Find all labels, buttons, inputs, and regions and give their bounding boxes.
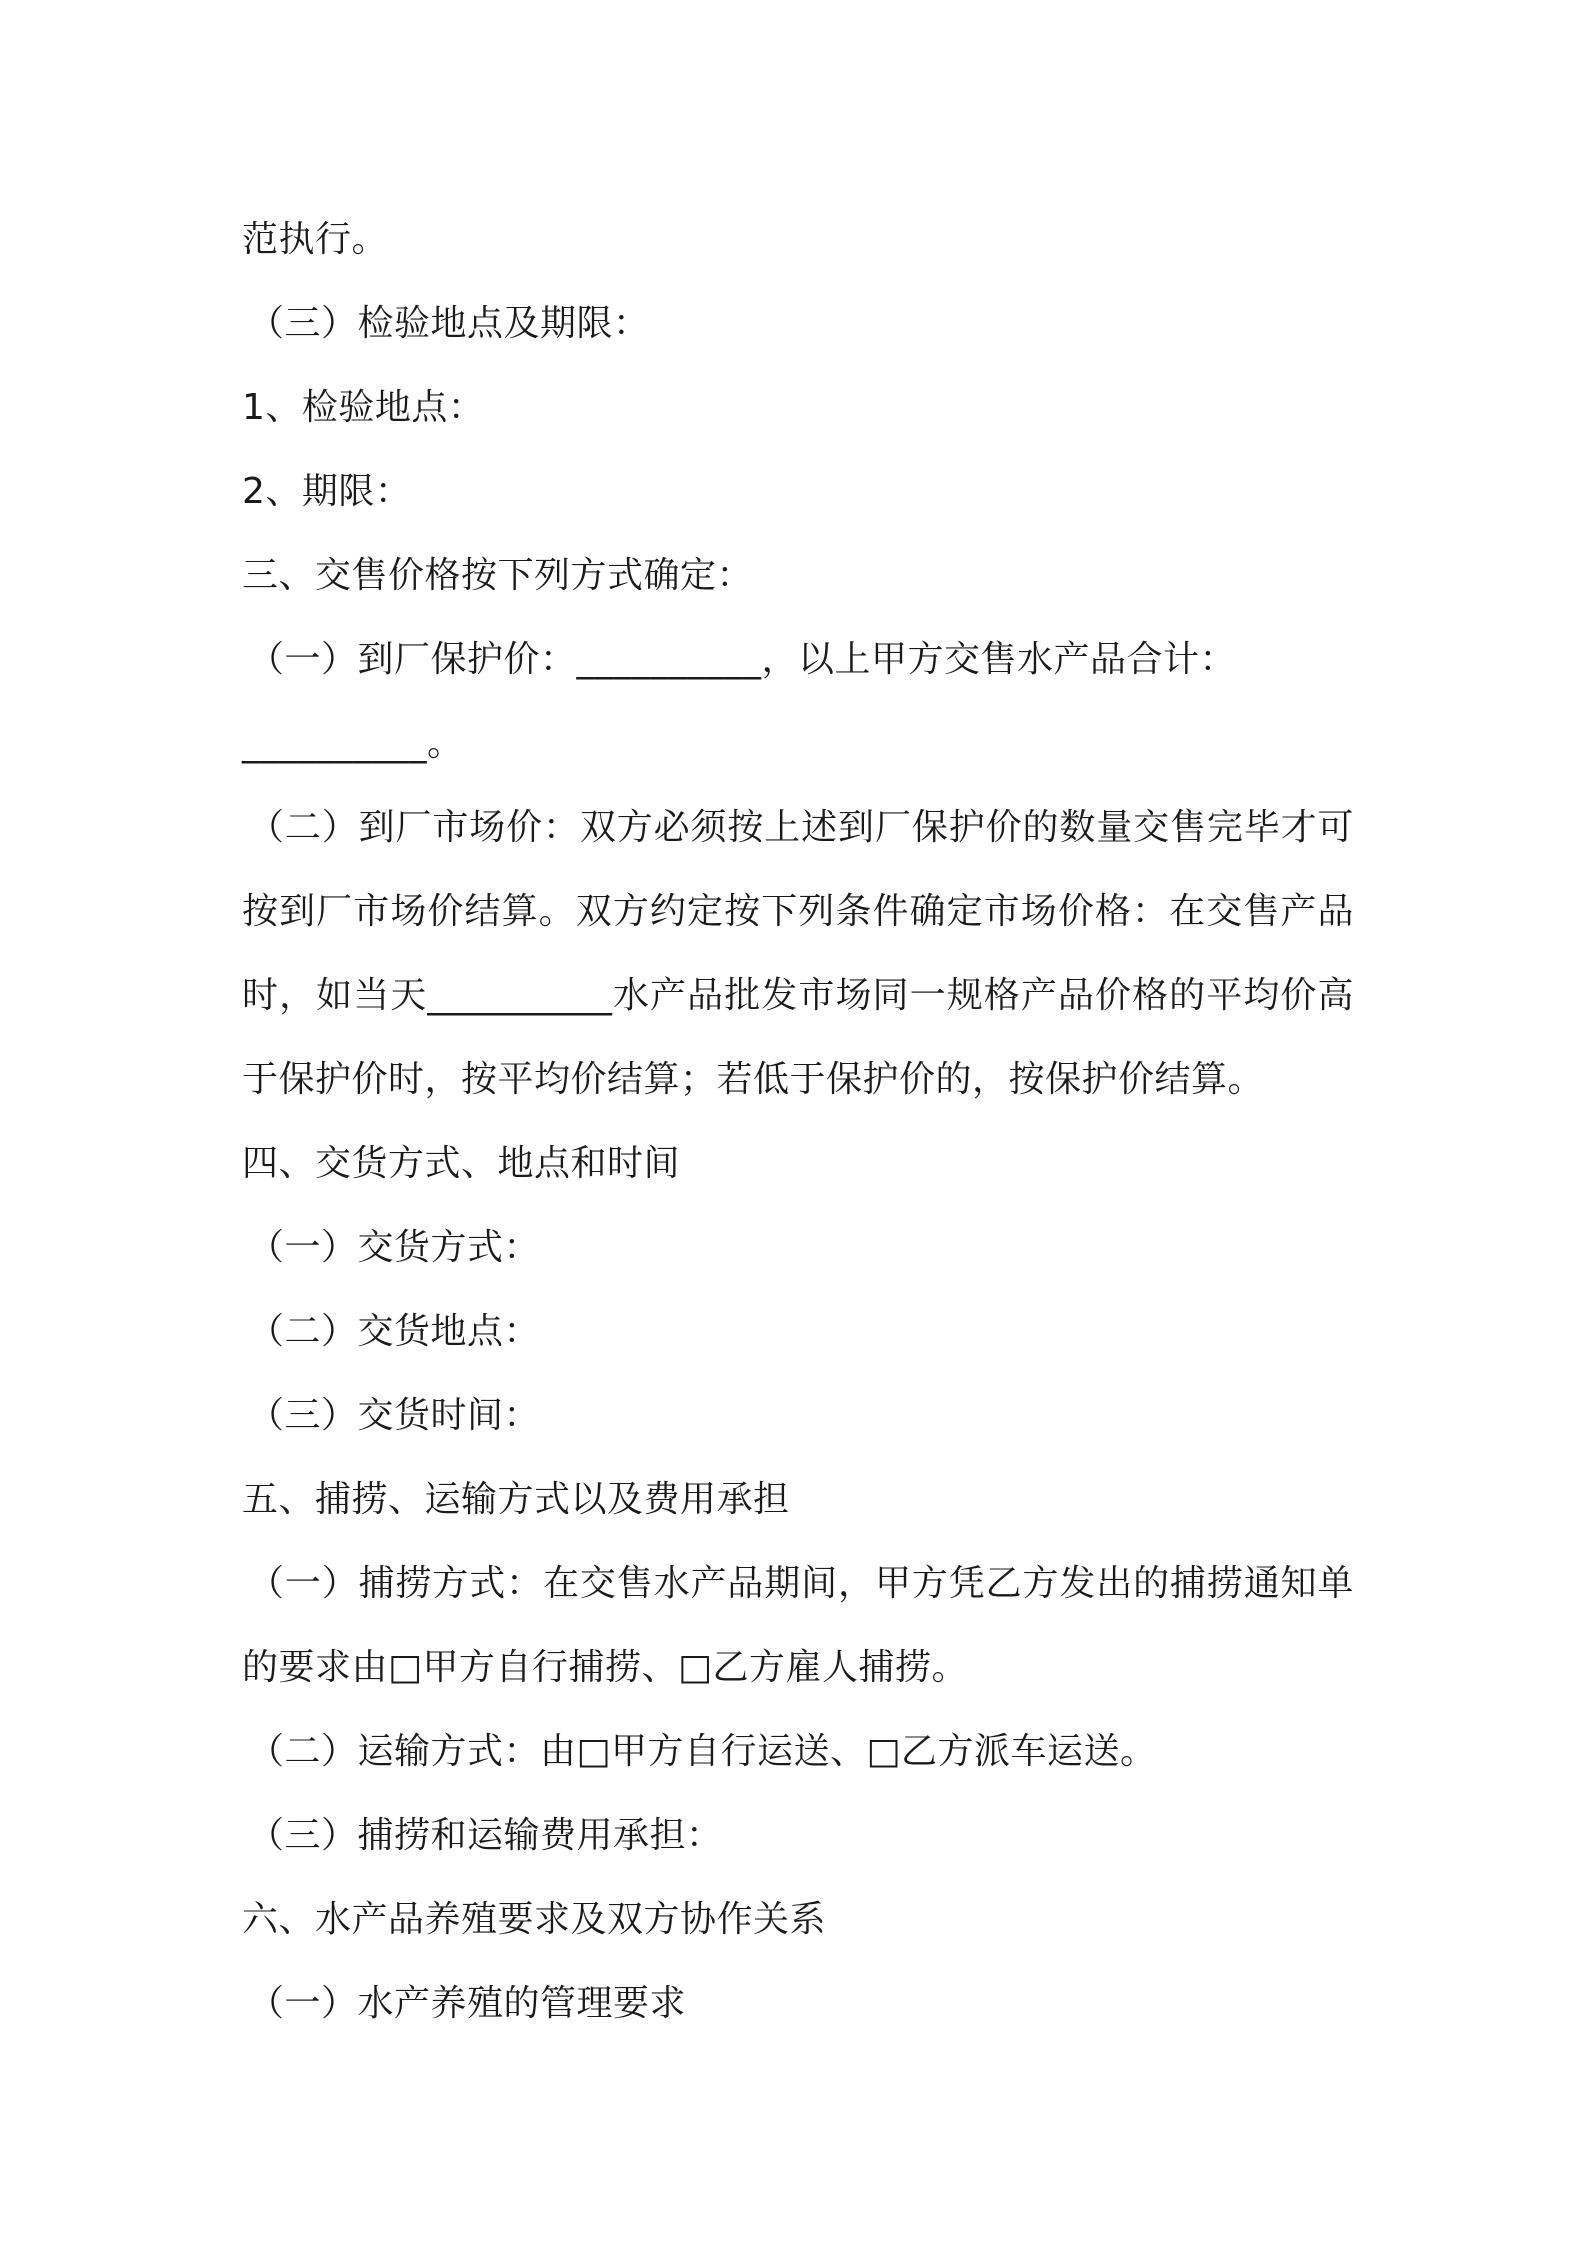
section-heading: 五、捕捞、运输方式以及费用承担 [242, 1479, 790, 1520]
paragraph-line: （一）捕捞方式：在交售水产品期间，甲方凭乙方发出的捕捞通知单 [248, 1563, 1354, 1604]
paragraph-line: （一）到厂保护价：__________，以上甲方交售水产品合计： [248, 639, 1237, 680]
list-item: 2、期限： [242, 471, 412, 512]
list-item: （三）交货时间： [248, 1395, 541, 1436]
paragraph-line: （二）到厂市场价：双方必须按上述到厂保护价的数量交售完毕才可 [248, 807, 1354, 848]
paragraph-line: 于保护价时，按平均价结算；若低于保护价的，按保护价结算。 [242, 1059, 1265, 1100]
section-heading: 六、水产品养殖要求及双方协作关系 [242, 1899, 827, 1940]
paragraph-line: 时，如当天__________水产品批发市场同一规格产品价格的平均价高 [242, 975, 1354, 1016]
list-item: 1、检验地点： [242, 387, 485, 428]
section-heading: 四、交货方式、地点和时间 [242, 1143, 681, 1184]
subsection-heading: （一）水产养殖的管理要求 [248, 1983, 687, 2024]
list-item: （二）交货地点： [248, 1311, 541, 1352]
paragraph-line: __________。 [242, 723, 464, 764]
paragraph-line: 按到厂市场价结算。双方约定按下列条件确定市场价格：在交售产品 [242, 891, 1354, 932]
paragraph-line: 的要求由□甲方自行捕捞、□乙方雇人捕捞。 [242, 1647, 969, 1688]
list-item: （三）捕捞和运输费用承担： [248, 1815, 723, 1856]
paragraph-line: （二）运输方式：由□甲方自行运送、□乙方派车运送。 [248, 1731, 1157, 1772]
paragraph-line: 范执行。 [242, 219, 389, 260]
document-body [242, 198, 1354, 2046]
section-heading: （三）检验地点及期限： [248, 303, 650, 344]
list-item: （一）交货方式： [248, 1227, 541, 1268]
section-heading: 三、交售价格按下列方式确定： [242, 555, 754, 596]
